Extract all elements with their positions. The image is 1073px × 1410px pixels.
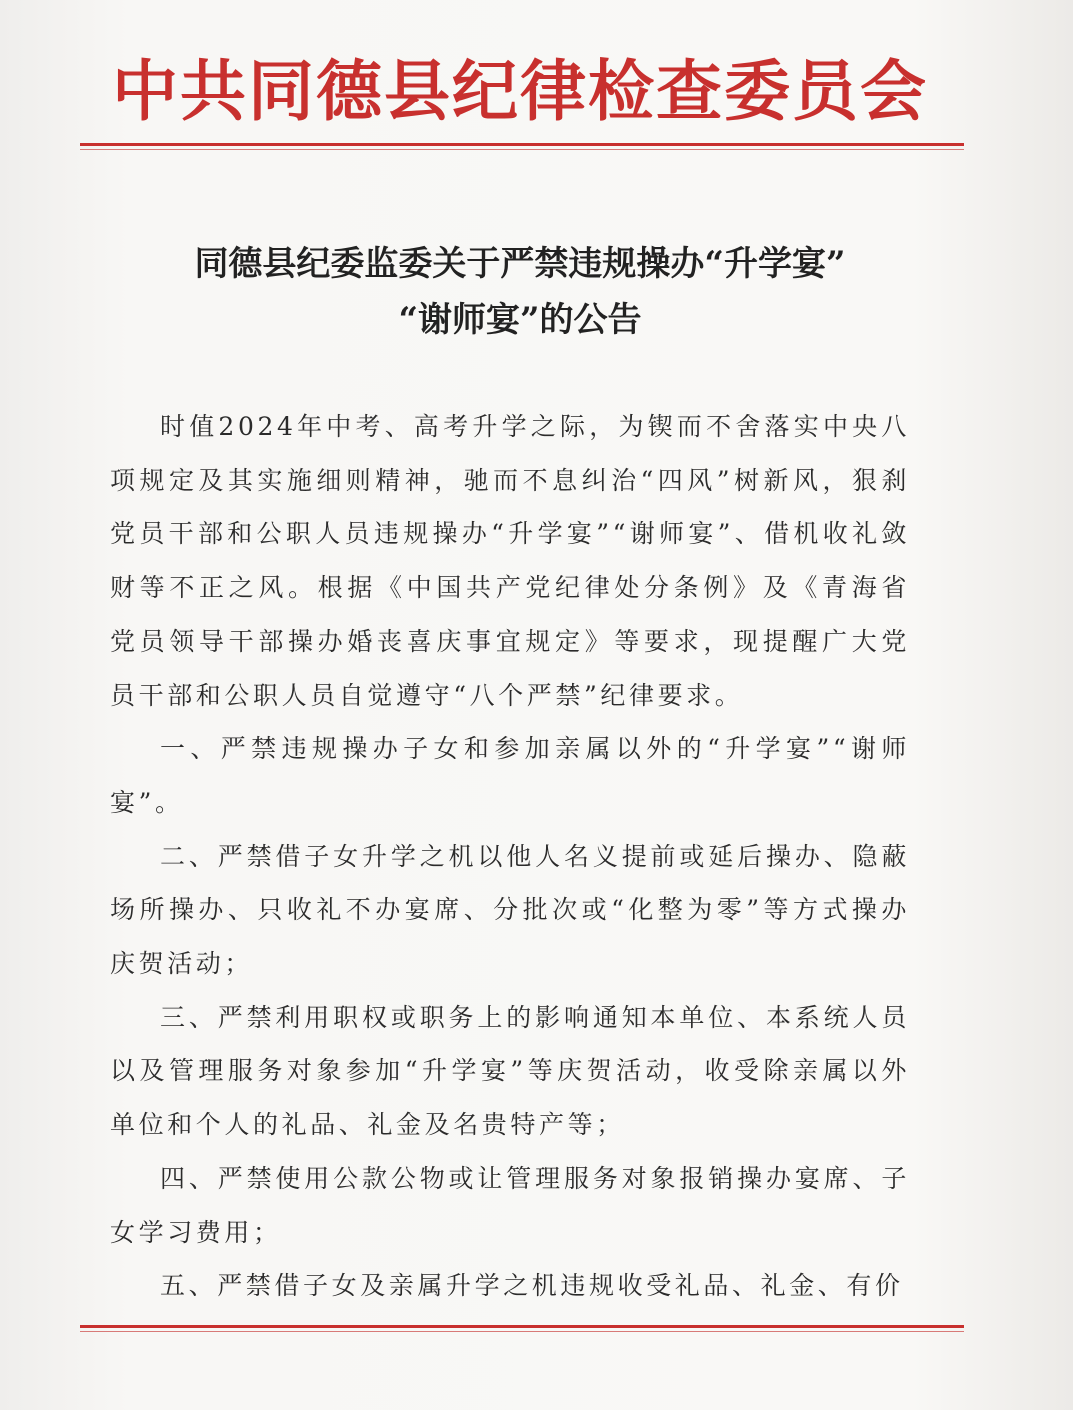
rule-item-1: 一、严禁违规操办子女和参加亲属以外的“升学宴”“谢师宴”。 xyxy=(110,734,910,817)
footer-red-rule xyxy=(80,1325,964,1328)
masthead-red-rule-thin xyxy=(80,149,964,150)
rule-item-3: 三、严禁利用职权或职务上的影响通知本单位、本系统人员以及管理服务对象参加“升学宴”等庆贺活动，收受除亲属以外单位和个人的礼品、礼金及名贵特产等； xyxy=(110,1002,910,1140)
announcement-title xyxy=(70,236,970,348)
rule-item-4: 四、严禁使用公款公物或让管理服务对象报销操办宴席、子女学习费用； xyxy=(110,1163,910,1247)
rule-item-5: 五、严禁借子女及亲属升学之机违规收受礼品、礼金、有价 xyxy=(160,1271,904,1301)
title-line-1: 同德县纪委监委关于严禁违规操办“升学宴” xyxy=(194,244,846,284)
intro-paragraph: 时值2024年中考、高考升学之际，为锲而不舍落实中央八项规定及其实施细则精神，驰而不息纠治“四风”树新风，狠刹党员干部和公职人员违规操办“升学宴”“谢师宴”、借机收礼敛财等不正之风。根据《中国共产党纪律处分条例》及《青海省党员领导干部操办婚丧喜庆事宜规定》等要求，现提醒广大党员干部和公职人员自觉遵守“八个严禁”纪律要求。 xyxy=(110,412,910,710)
announcement-body xyxy=(110,400,910,1313)
rule-item-2: 二、严禁借子女升学之机以他人名义提前或延后操办、隐蔽场所操办、只收礼不办宴席、分批次或“化整为零”等方式操办庆贺活动； xyxy=(110,841,910,979)
masthead-red-rule xyxy=(80,143,964,146)
masthead-org-name: 中共同德县纪律检查委员会 xyxy=(112,53,928,130)
title-line-2: “谢师宴”的公告 xyxy=(398,300,642,340)
footer-red-rule-thin xyxy=(80,1331,964,1332)
